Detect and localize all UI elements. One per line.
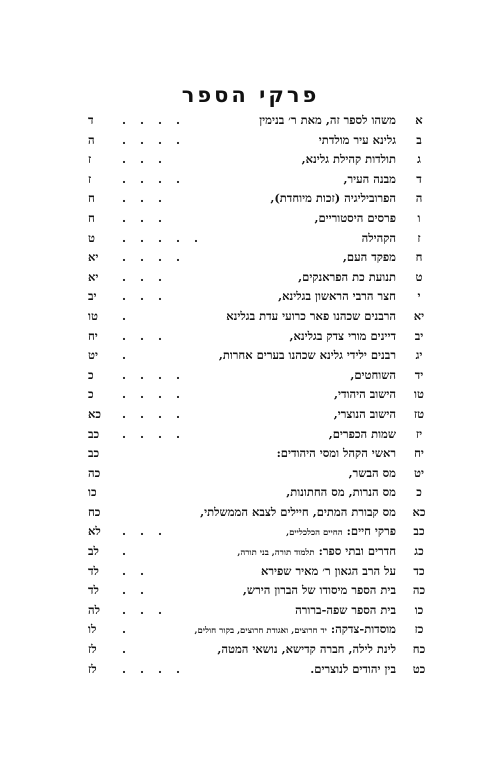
chapter-title-text: הישוב היהודי, xyxy=(334,387,396,402)
toc-entry xyxy=(88,346,423,366)
toc-entry xyxy=(88,170,422,190)
chapter-number: יא xyxy=(413,308,425,323)
leader-dots: .... xyxy=(122,661,195,676)
leader-dots: . xyxy=(122,308,141,323)
leader-dots: ... xyxy=(122,191,177,206)
chapter-number: טו xyxy=(414,387,424,402)
chapter-number: יג xyxy=(415,348,423,363)
chapter-number: כב xyxy=(413,524,425,539)
chapter-title-text: מבנה העיר, xyxy=(343,171,396,186)
chapter-number: י xyxy=(417,289,421,304)
chapter-number: כ xyxy=(416,485,422,500)
chapter-title-text: מפקד העם, xyxy=(342,250,396,265)
table-of-contents xyxy=(88,111,426,679)
chapter-number: כד xyxy=(413,563,425,578)
chapter-number: ה xyxy=(415,191,423,206)
toc-entry xyxy=(88,287,421,307)
toc-entry xyxy=(88,522,425,542)
chapter-title-text: פרקי חיים: xyxy=(346,524,396,539)
chapter-number: יב xyxy=(414,328,424,343)
chapter-title xyxy=(286,483,396,503)
chapter-title-text: שמות הכפרים, xyxy=(328,426,396,441)
chapter-title xyxy=(319,131,396,151)
chapter-number: כג xyxy=(414,544,424,559)
page-number: יח xyxy=(88,328,98,343)
leader-dots: .... xyxy=(122,171,195,186)
chapter-title-text: הפרוביליגיה (זכות מיוחדת), xyxy=(270,191,396,206)
page-number: ח xyxy=(88,210,95,225)
page-number: כ xyxy=(88,387,94,402)
chapter-title xyxy=(314,209,396,229)
chapter-title-text: מס הבשר, xyxy=(348,465,396,480)
toc-entry xyxy=(88,307,425,327)
chapter-title xyxy=(237,542,396,564)
leader-dots: ... xyxy=(122,210,177,225)
chapter-title xyxy=(270,189,396,209)
toc-entry xyxy=(88,542,424,562)
leader-dots: .... xyxy=(122,406,195,421)
chapter-title-text: דיינים מורי צדק בגלינא, xyxy=(289,328,396,343)
chapter-title xyxy=(277,444,396,464)
chapter-number: כח xyxy=(412,642,426,657)
chapter-number: יח xyxy=(414,446,424,461)
toc-entry xyxy=(88,385,424,405)
page-number: כ xyxy=(88,367,94,382)
leader-dots: ... xyxy=(122,269,177,284)
toc-entry xyxy=(88,111,423,131)
chapter-title-text: בית הספר מיסודו של הברון הירש, xyxy=(242,583,396,598)
page-number: כח xyxy=(88,504,101,519)
toc-entry xyxy=(88,562,425,582)
chapter-title xyxy=(259,111,396,131)
page-number: ז xyxy=(88,171,92,186)
leader-dots: .... xyxy=(122,132,195,147)
leader-dots: ... xyxy=(122,524,177,539)
page-number: לו xyxy=(88,622,97,637)
toc-entry xyxy=(88,150,421,170)
page-number: כב xyxy=(88,446,100,461)
leader-dots: . xyxy=(122,348,141,363)
page-number: יב xyxy=(88,289,97,304)
chapter-subtitle: החיים הכלכליים, xyxy=(286,528,343,539)
page-number: לד xyxy=(88,583,99,598)
page-number: ט xyxy=(88,230,95,245)
chapter-title-text: מוסדות-צדקה: xyxy=(330,622,396,637)
leader-dots: ..... xyxy=(122,230,213,245)
chapter-title-text: מס הנרות, מס החתונות, xyxy=(286,485,396,500)
leader-dots: .. xyxy=(122,583,159,598)
page-number: יא xyxy=(88,250,99,265)
chapter-title-text: על הרב הגאון ר׳ מאיר שפירא xyxy=(261,563,396,578)
page-number: לה xyxy=(88,602,100,617)
page-number: ה xyxy=(88,132,95,147)
chapter-title-text: פרסים היסטוריים, xyxy=(314,210,396,225)
chapter-title-text: בית הספר שפה-ברורה xyxy=(295,602,396,617)
chapter-number: יד xyxy=(414,367,424,382)
leader-dots: .... xyxy=(122,250,195,265)
chapter-title-text: משהו לספר זה, מאת ר׳ בנימין xyxy=(259,113,396,127)
page-number: כה xyxy=(88,465,101,480)
chapter-title xyxy=(362,229,396,249)
leader-dots: ... xyxy=(122,602,177,617)
page-number: יא xyxy=(88,269,99,284)
chapter-number: ד xyxy=(416,171,422,186)
chapter-title xyxy=(295,601,396,621)
chapter-number: ו xyxy=(417,210,421,225)
page-number: ד xyxy=(88,113,94,127)
chapter-title xyxy=(261,562,396,582)
leader-dots: . xyxy=(122,642,141,657)
page-number: לא xyxy=(88,524,101,539)
chapter-title-text: חדרים ובתי ספר: xyxy=(318,544,396,559)
toc-entry xyxy=(88,366,424,386)
page-number: ז xyxy=(88,152,92,167)
chapter-number: כא xyxy=(412,504,426,519)
toc-entry xyxy=(88,483,422,503)
leader-dots: ... xyxy=(122,328,177,343)
chapter-number: ט xyxy=(415,269,423,284)
chapter-title xyxy=(329,425,396,445)
page-number: כב xyxy=(88,426,100,441)
chapter-title xyxy=(278,287,396,307)
chapter-title xyxy=(195,620,396,642)
chapter-title xyxy=(298,268,396,288)
leader-dots: .. xyxy=(122,563,159,578)
chapter-title-text: תולדות קהילת גלינא, xyxy=(301,152,396,167)
chapter-title-text: בין יהודים לנוצרים. xyxy=(310,661,396,676)
chapter-title-text: לינת לילה, חברה קדישא, נושאי המטה, xyxy=(217,642,396,657)
chapter-number: כט xyxy=(412,661,426,676)
chapter-title xyxy=(217,640,396,660)
page-number: יט xyxy=(88,348,98,363)
chapter-number: ג xyxy=(417,152,421,167)
chapter-title xyxy=(310,660,396,680)
chapter-title-text: הרבנים שכהנו פאר כרועי עדת בגלינא xyxy=(226,308,396,323)
chapter-title xyxy=(226,307,396,327)
chapter-title-text: השוחטים, xyxy=(350,367,396,382)
chapter-title xyxy=(343,248,396,268)
toc-entry xyxy=(88,444,424,464)
chapter-title-text: גלינא עיר מולדתי xyxy=(318,132,396,147)
chapter-title-text: הקהילה xyxy=(361,230,396,245)
leader-dots: . xyxy=(122,544,141,559)
chapter-title xyxy=(200,503,396,523)
chapter-number: כז xyxy=(414,622,424,637)
toc-entry xyxy=(88,503,426,523)
page-number: לז xyxy=(88,661,97,676)
chapter-title xyxy=(350,366,396,386)
toc-entry xyxy=(88,620,424,640)
leader-dots: .... xyxy=(122,113,195,127)
toc-entry xyxy=(88,268,423,288)
chapter-title xyxy=(302,150,396,170)
chapter-title xyxy=(243,581,396,601)
page-number: לד xyxy=(88,563,99,578)
chapter-subtitle: יד חרוצים, ואגודת חרוצים, בקור חולים, xyxy=(194,626,327,637)
page-number: לב xyxy=(88,544,99,559)
leader-dots: ... xyxy=(122,289,177,304)
toc-entry xyxy=(88,189,423,209)
leader-dots: .... xyxy=(122,426,195,441)
toc-entry xyxy=(88,425,423,445)
chapter-number: ב xyxy=(416,132,422,147)
toc-entry xyxy=(88,581,426,601)
chapter-title-text: חצר הרבי הראשון בגלינא, xyxy=(278,289,396,304)
chapter-number: טז xyxy=(413,406,425,421)
toc-entry xyxy=(88,229,421,249)
page-number: לז xyxy=(88,642,97,657)
chapter-title xyxy=(219,346,396,366)
toc-entry xyxy=(88,601,424,621)
chapter-number: ח xyxy=(415,250,423,265)
leader-dots: .... xyxy=(122,387,195,402)
toc-entry xyxy=(88,405,425,425)
chapter-number: כה xyxy=(412,583,426,598)
chapter-title-text: רבנים ילידי גלינא שכהנו בערים אחרות, xyxy=(218,348,396,363)
chapter-title xyxy=(286,522,396,544)
page-number: טו xyxy=(88,308,98,323)
chapter-title-text: ראשי הקהל ומסי היהודים: xyxy=(276,446,396,461)
chapter-subtitle: תלמוד תורה, בני תורה, xyxy=(237,548,315,559)
chapter-number: יט xyxy=(414,465,424,480)
page-title: פרקי הספר xyxy=(181,83,320,107)
toc-entry xyxy=(88,464,424,484)
chapter-title-text: מס קבורת המתים, חיילים לצבא הממשלתי, xyxy=(200,504,396,519)
leader-dots: . xyxy=(122,622,141,637)
chapter-number: ז xyxy=(417,230,421,245)
page-number: כו xyxy=(88,485,97,500)
chapter-title xyxy=(290,327,397,347)
chapter-title xyxy=(334,405,396,425)
chapter-title xyxy=(349,464,396,484)
chapter-title xyxy=(334,385,396,405)
leader-dots: .... xyxy=(122,367,195,382)
chapter-number: יז xyxy=(415,426,423,441)
toc-entry xyxy=(88,248,423,268)
page-number: ח xyxy=(88,191,95,206)
toc-entry xyxy=(88,209,421,229)
chapter-number: כו xyxy=(414,602,424,617)
chapter-number: א xyxy=(415,113,423,127)
page-number: כא xyxy=(88,406,102,421)
toc-entry xyxy=(88,131,422,151)
toc-entry xyxy=(88,660,426,680)
chapter-title-text: תנועת כת הפראנקים, xyxy=(298,269,396,284)
chapter-title xyxy=(343,170,396,190)
leader-dots: ... xyxy=(122,152,177,167)
toc-entry xyxy=(88,327,424,347)
chapter-title-text: הישוב הנוצרי, xyxy=(333,406,396,421)
toc-entry xyxy=(88,640,426,660)
